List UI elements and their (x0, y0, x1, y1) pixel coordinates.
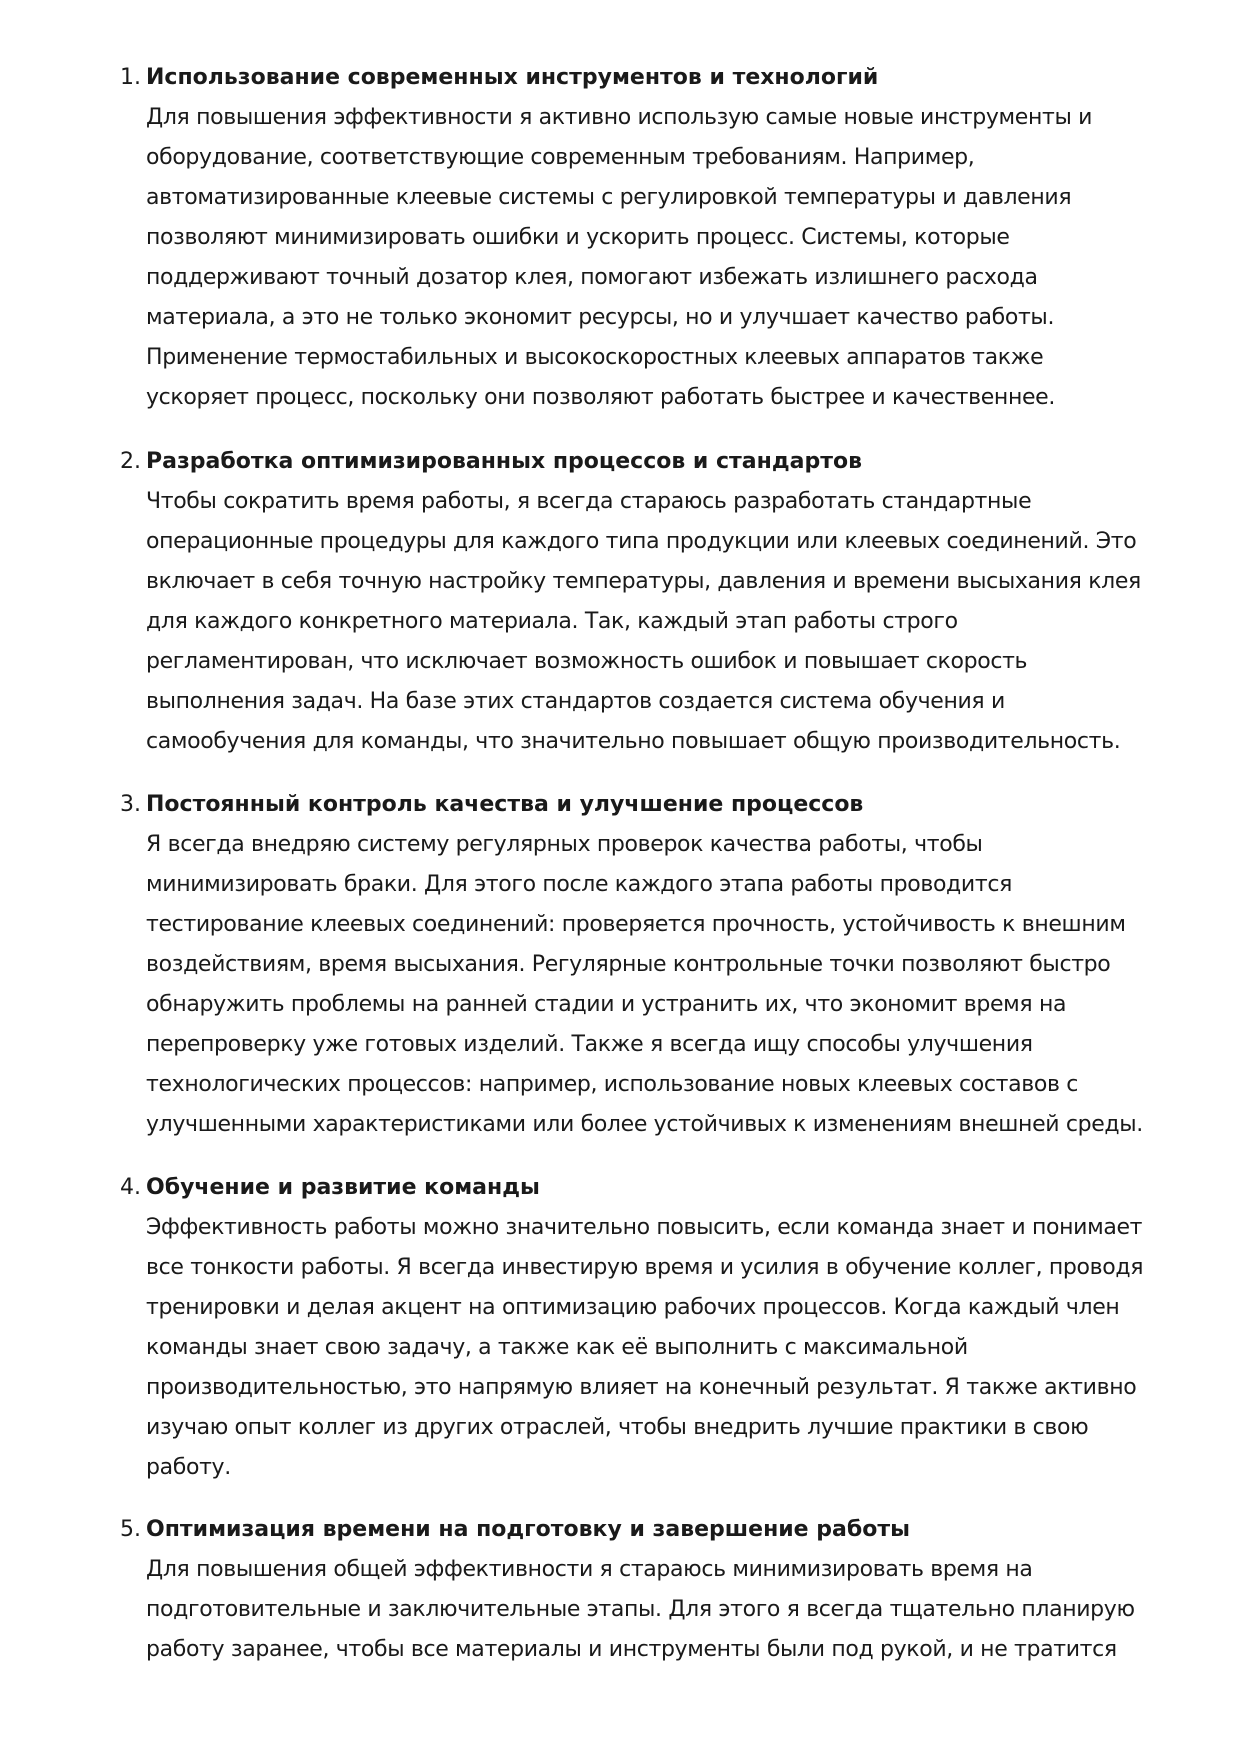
paragraph-line: Эффективность работы можно значительно повысить, если команда знает и понимает (146, 1215, 1143, 1240)
paragraph-line: изучаю опыт коллег из других отраслей, чтобы внедрить лучшие практики в свою (146, 1415, 1089, 1440)
paragraph-line: технологических процессов: например, использование новых клеевых составов с (146, 1072, 1078, 1097)
paragraph-line: все тонкости работы. Я всегда инвестирую время и усилия в обучение коллег, проводя (146, 1255, 1144, 1280)
paragraph-line: обнаружить проблемы на ранней стадии и устранить их, что экономит время на (146, 992, 1067, 1017)
paragraph-line: самообучения для команды, что значительно повышает общую производительность. (146, 729, 1121, 754)
paragraph-line: Применение термостабильных и высокоскоростных клеевых аппаратов также (146, 345, 1044, 370)
item-heading: Постоянный контроль качества и улучшение процессов (146, 792, 864, 817)
paragraph-line: оборудование, соответствующие современным требованиям. Например, (146, 145, 975, 170)
paragraph-line: тренировки и делая акцент на оптимизацию рабочих процессов. Когда каждый член (146, 1295, 1120, 1320)
paragraph-line: ускоряет процесс, поскольку они позволяют работать быстрее и качественнее. (146, 385, 1056, 410)
paragraph-line: производительностью, это напрямую влияет на конечный результат. Я также активно (146, 1375, 1137, 1400)
paragraph-line: перепроверку уже готовых изделий. Также я всегда ищу способы улучшения (146, 1032, 1033, 1057)
paragraph-line: воздействиям, время высыхания. Регулярные контрольные точки позволяют быстро (146, 952, 1111, 977)
paragraph-line: Я всегда внедряю систему регулярных проверок качества работы, чтобы (146, 832, 983, 857)
item-number: 5. (120, 1517, 141, 1542)
paragraph-line: минимизировать браки. Для этого после каждого этапа работы проводится (146, 872, 1012, 897)
paragraph-line: автоматизированные клеевые системы с регулировкой температуры и давления (146, 185, 1072, 210)
paragraph-line: работу. (146, 1455, 231, 1480)
paragraph-line: позволяют минимизировать ошибки и ускорить процесс. Системы, которые (146, 225, 1010, 250)
paragraph-line: работу заранее, чтобы все материалы и инструменты были под рукой, и не тратится (146, 1637, 1117, 1662)
item-heading: Оптимизация времени на подготовку и завершение работы (146, 1517, 910, 1542)
paragraph-line: улучшенными характеристиками или более устойчивых к изменениям внешней среды. (146, 1112, 1143, 1137)
item-heading: Разработка оптимизированных процессов и стандартов (146, 449, 862, 474)
paragraph-line: команды знает свою задачу, а также как её выполнить с максимальной (146, 1335, 968, 1360)
paragraph-line: Для повышения общей эффективности я стараюсь минимизировать время на (146, 1557, 1033, 1582)
paragraph-line: подготовительные и заключительные этапы. Для этого я всегда тщательно планирую (146, 1597, 1135, 1622)
paragraph-line: поддерживают точный дозатор клея, помогают избежать излишнего расхода (146, 265, 1038, 290)
paragraph-line: выполнения задач. На базе этих стандартов создается система обучения и (146, 689, 1005, 714)
paragraph-line: регламентирован, что исключает возможность ошибок и повышает скорость (146, 649, 1028, 674)
paragraph-line: Чтобы сократить время работы, я всегда стараюсь разработать стандартные (146, 489, 1032, 514)
item-heading: Обучение и развитие команды (146, 1175, 540, 1200)
paragraph-line: для каждого конкретного материала. Так, каждый этап работы строго (146, 609, 958, 634)
paragraph-line: материала, а это не только экономит ресурсы, но и улучшает качество работы. (146, 305, 1055, 330)
paragraph-line: тестирование клеевых соединений: проверяется прочность, устойчивость к внешним (146, 912, 1126, 937)
paragraph-line: Для повышения эффективности я активно использую самые новые инструменты и (146, 105, 1093, 130)
item-number: 4. (120, 1175, 141, 1200)
item-heading: Использование современных инструментов и технологий (146, 65, 879, 90)
item-number: 1. (120, 65, 141, 90)
item-number: 2. (120, 449, 141, 474)
item-number: 3. (120, 792, 141, 817)
paragraph-line: операционные процедуры для каждого типа продукции или клеевых соединений. Это (146, 529, 1137, 554)
paragraph-line: включает в себя точную настройку температуры, давления и времени высыхания клея (146, 569, 1141, 594)
